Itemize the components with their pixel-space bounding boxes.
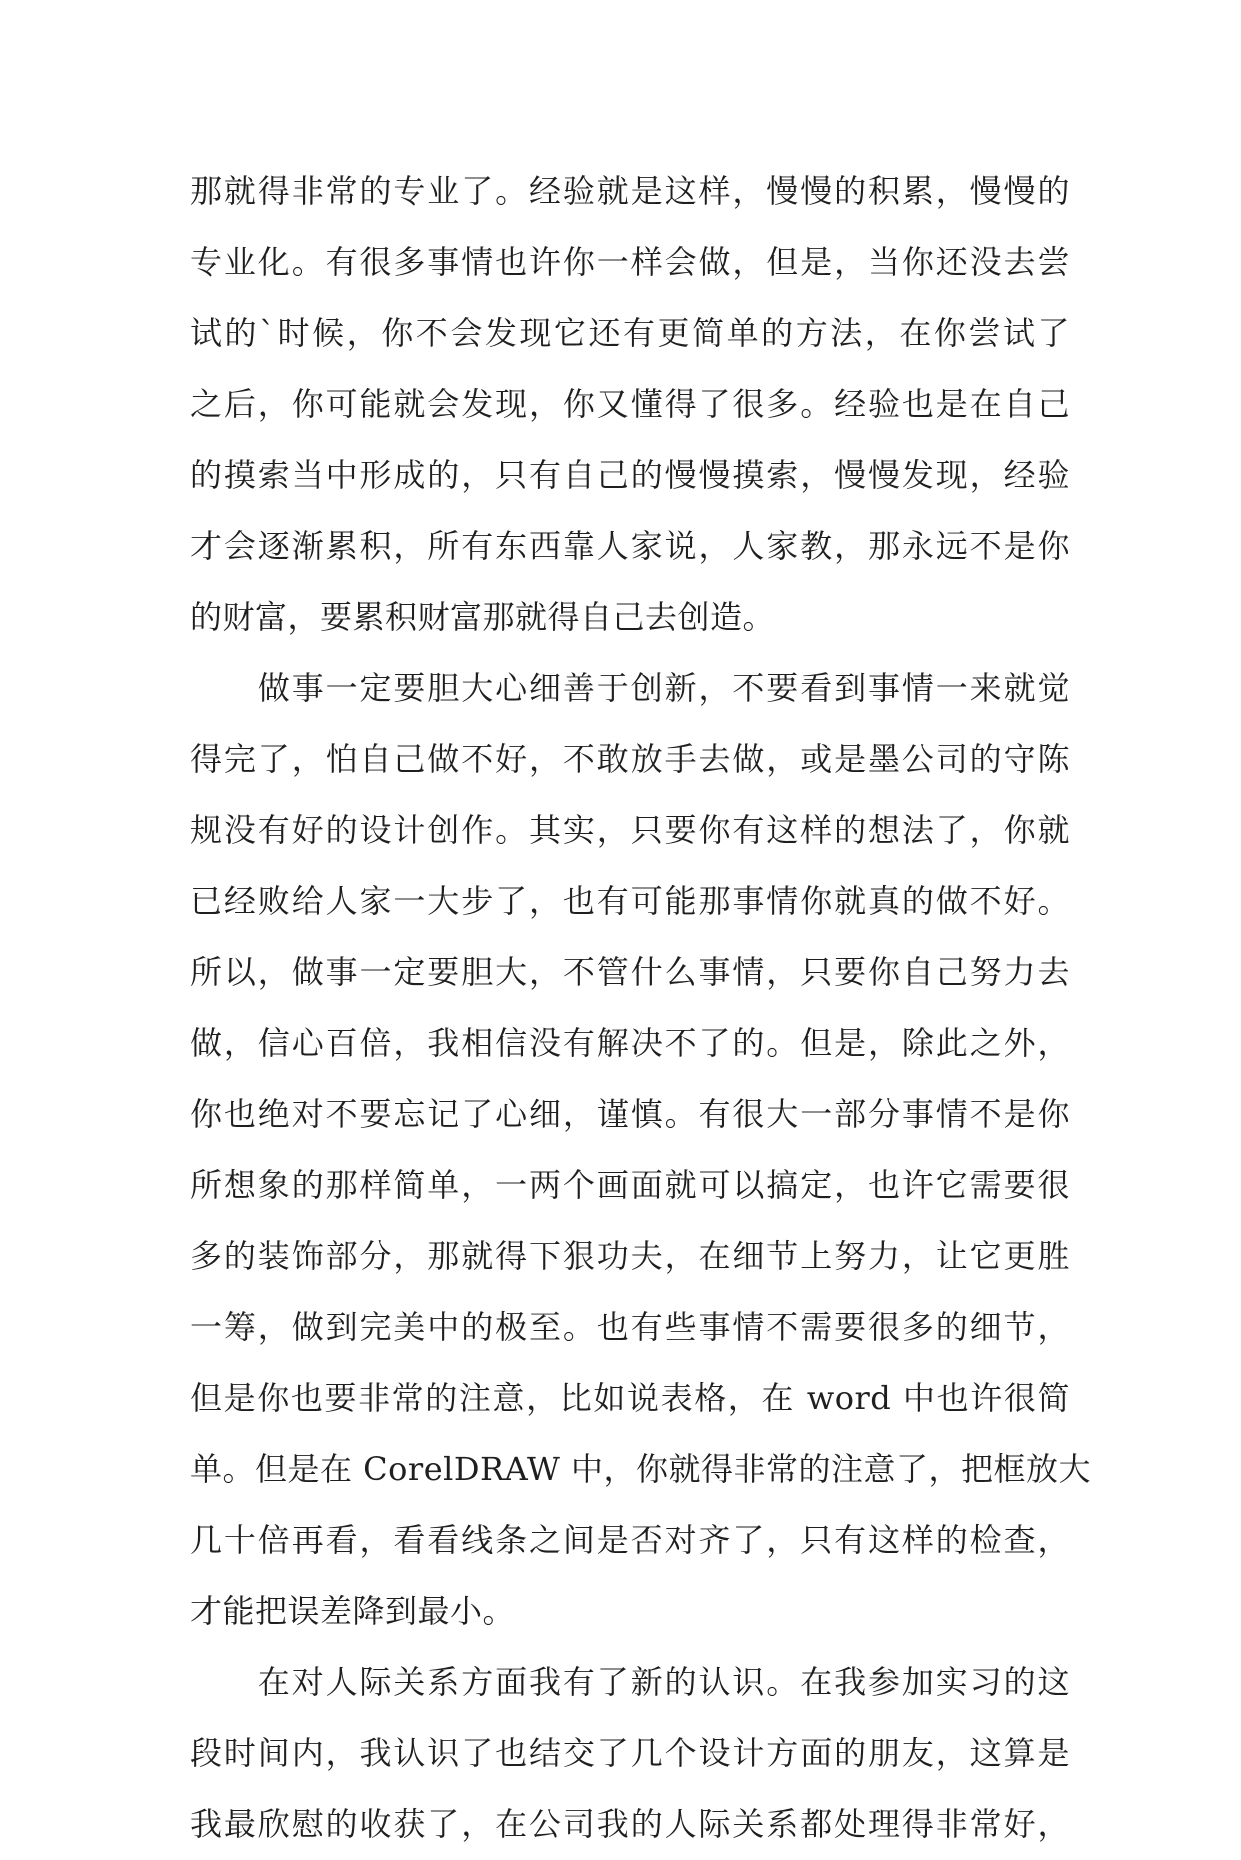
text-line: 才会逐渐累积，所有东西靠人家说，人家教，那永远不是你 bbox=[190, 527, 1070, 565]
text-line: 段时间内，我认识了也结交了几个设计方面的朋友，这算是 bbox=[190, 1734, 1070, 1772]
text-line: 一筹，做到完美中的极至。也有些事情不需要很多的细节， bbox=[190, 1308, 1070, 1346]
text-line: 单。但是在 CorelDRAW 中，你就得非常的注意了，把框放大 bbox=[190, 1450, 1092, 1488]
text-line: 多的装饰部分，那就得下狠功夫，在细节上努力，让它更胜 bbox=[190, 1237, 1070, 1275]
text-line: 得完了，怕自己做不好，不敢放手去做，或是墨公司的守陈 bbox=[190, 740, 1070, 778]
text-line: 之后，你可能就会发现，你又懂得了很多。经验也是在自己 bbox=[190, 385, 1070, 423]
text-line: 所想象的那样简单，一两个画面就可以搞定，也许它需要很 bbox=[190, 1166, 1070, 1204]
paragraph-end-line: 才能把误差降到最小。 bbox=[190, 1592, 516, 1630]
text-line: 的摸索当中形成的，只有自己的慢慢摸索，慢慢发现，经验 bbox=[190, 456, 1070, 494]
text-line: 规没有好的设计创作。其实，只要你有这样的想法了，你就 bbox=[190, 811, 1070, 849]
text-line: 已经败给人家一大步了，也有可能那事情你就真的做不好。 bbox=[190, 882, 1070, 920]
paragraph-end-line: 的财富，要累积财富那就得自己去创造。 bbox=[190, 598, 776, 636]
text-line: 专业化。有很多事情也许你一样会做，但是，当你还没去尝 bbox=[190, 243, 1070, 281]
text-line: 在对人际关系方面我有了新的认识。在我参加实习的这 bbox=[190, 1663, 1070, 1701]
text-line: 所以，做事一定要胆大，不管什么事情，只要你自己努力去 bbox=[190, 953, 1070, 991]
text-line: 做，信心百倍，我相信没有解决不了的。但是，除此之外， bbox=[190, 1024, 1070, 1062]
text-line: 你也绝对不要忘记了心细，谨慎。有很大一部分事情不是你 bbox=[190, 1095, 1070, 1133]
text-line: 但是你也要非常的注意，比如说表格，在 word 中也许很简 bbox=[190, 1379, 1070, 1417]
text-line: 几十倍再看，看看线条之间是否对齐了，只有这样的检查， bbox=[190, 1521, 1070, 1559]
body-text bbox=[190, 156, 1092, 1860]
text-line: 我最欣慰的收获了，在公司我的人际关系都处理得非常好， bbox=[190, 1805, 1070, 1843]
text-line: 做事一定要胆大心细善于创新，不要看到事情一来就觉 bbox=[190, 669, 1070, 707]
text-line: 试的`时候，你不会发现它还有更简单的方法，在你尝试了 bbox=[190, 314, 1070, 352]
text-line: 那就得非常的专业了。经验就是这样，慢慢的积累，慢慢的 bbox=[190, 172, 1070, 210]
